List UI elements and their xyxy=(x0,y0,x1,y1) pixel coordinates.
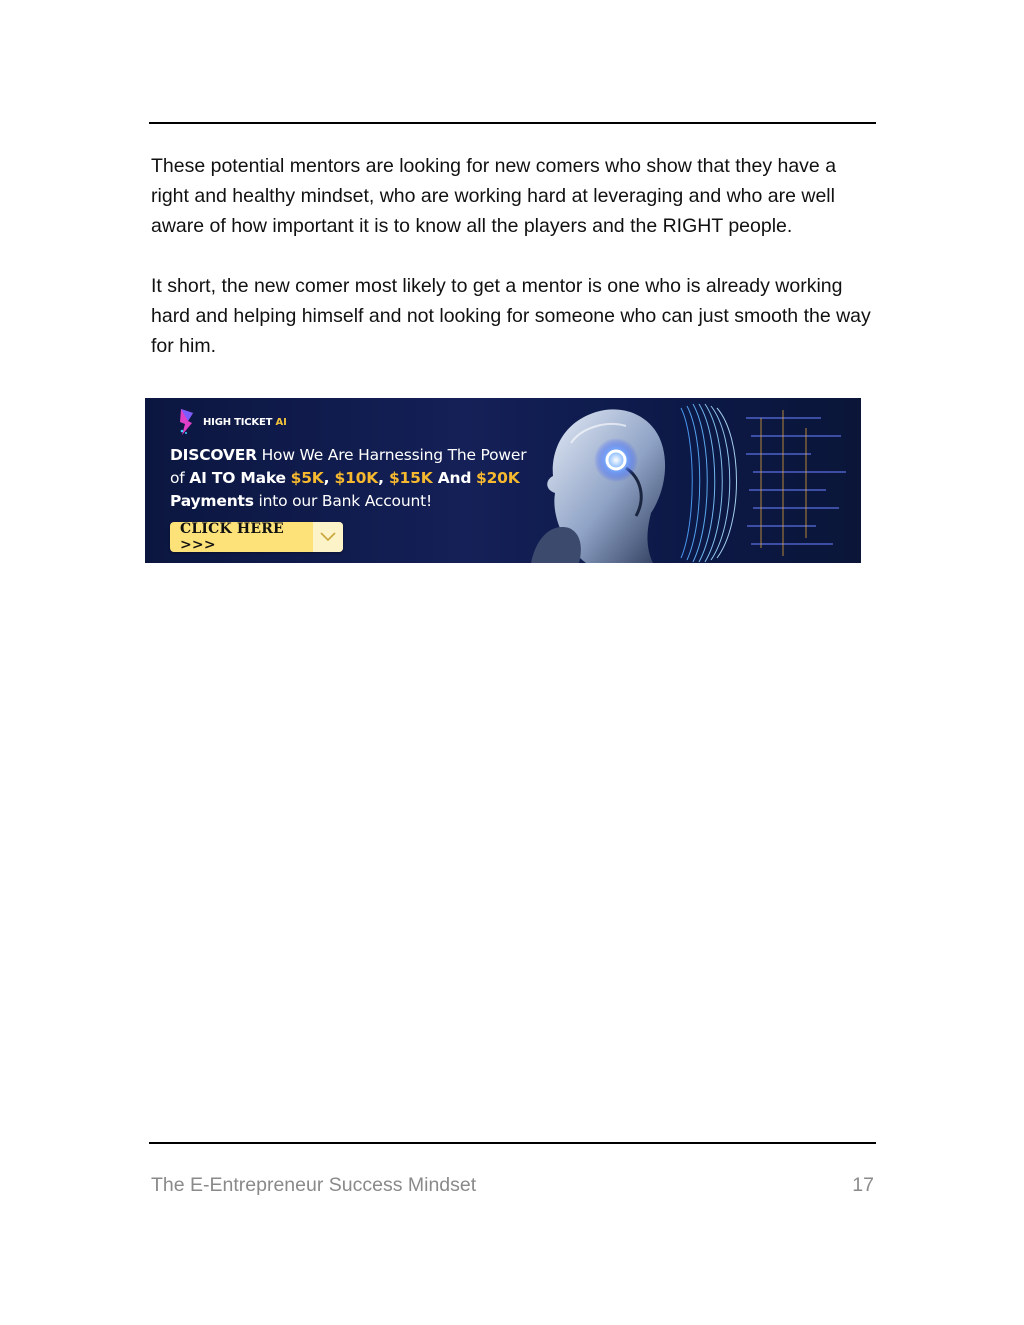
footer-title: The E-Entrepreneur Success Mindset xyxy=(151,1174,477,1196)
chevron-down-icon xyxy=(313,522,343,552)
paragraph-mentors xyxy=(151,151,876,241)
paragraph-text: It short, the new comer most likely to get a mentor is one who is already working hard and helping himself and not looking for someone who can just smooth the way for him. xyxy=(151,275,871,357)
brand-name: HIGH TICKET AI xyxy=(203,416,287,428)
robot-head-illustration xyxy=(521,398,861,563)
click-here-button[interactable] xyxy=(170,522,343,552)
brand-logo-icon xyxy=(177,407,197,437)
paragraph-summary xyxy=(151,271,876,361)
banner-headline: DISCOVER How We Are Harnessing The Power of AI TO Make $5K, $10K, $15K And $20K Payments into our Bank Account! xyxy=(170,446,527,510)
footer-rule xyxy=(149,1142,876,1144)
ad-banner[interactable] xyxy=(145,398,861,563)
header-rule xyxy=(149,122,876,124)
cta-label: CLICK HERE >>> xyxy=(180,521,284,553)
page-number: 17 xyxy=(852,1174,874,1196)
paragraph-text: These potential mentors are looking for new comers who show that they have a right and healthy mindset, who are working hard at leveraging and who are well aware of how important it is to know all the players and the RIGHT people. xyxy=(151,155,837,237)
brand xyxy=(177,407,287,437)
